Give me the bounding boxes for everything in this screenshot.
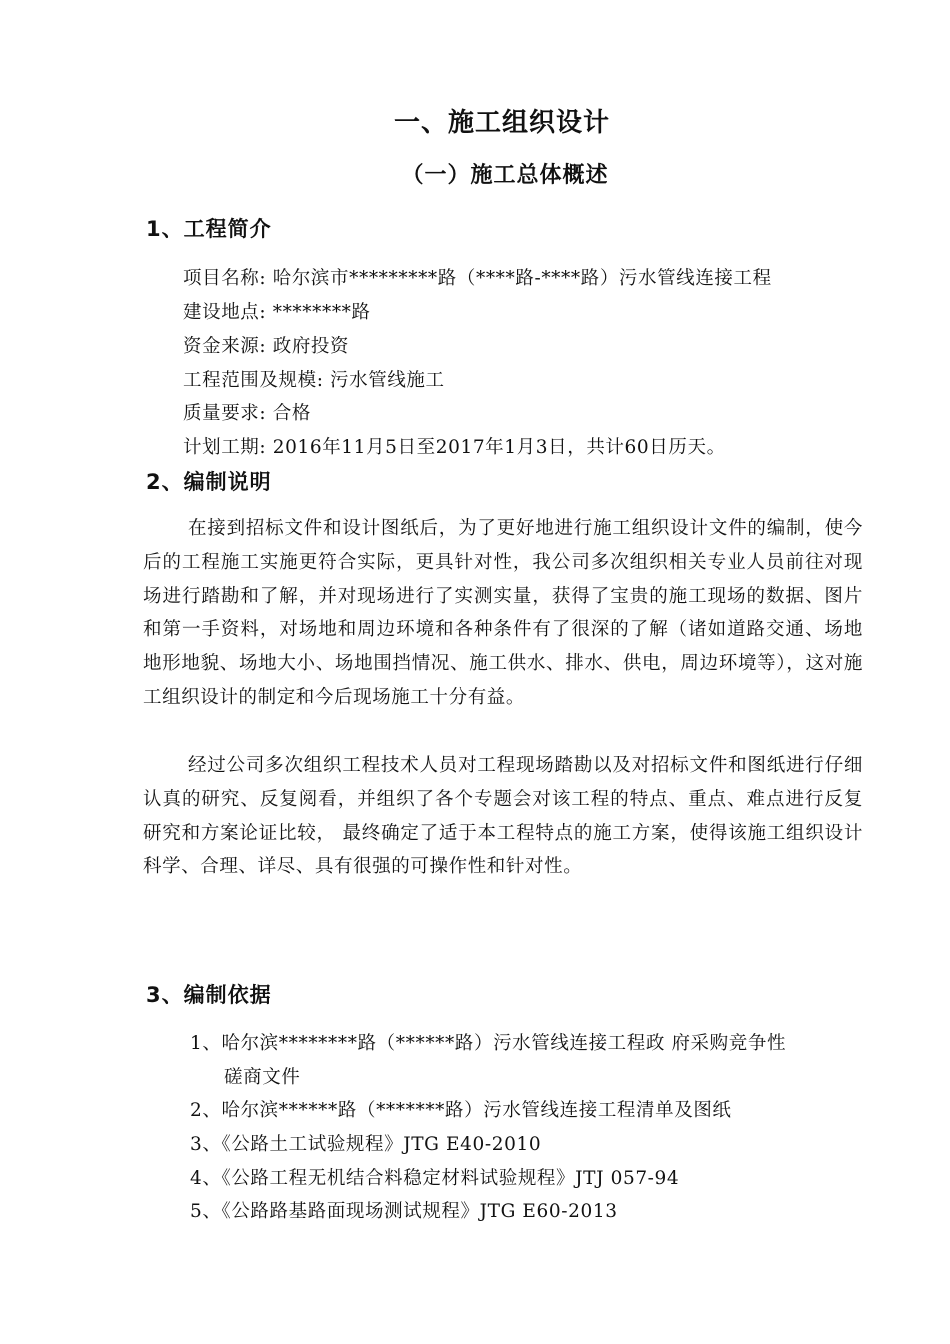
document-title: 一、施工组织设计 <box>393 108 610 138</box>
reference-item-4: 4、《公路工程无机结合料稳定材料试验规程》JTJ 057-94 <box>190 1168 680 1189</box>
section-heading-3: 3、编制依据 <box>146 983 272 1007</box>
schedule-line: 计划工期: 2016年11月5日至2017年1月3日，共计60日历天。 <box>183 437 726 458</box>
reference-item-5: 5、《公路路基路面现场测试规程》JTG E60-2013 <box>190 1201 618 1222</box>
description-paragraph-1: 在接到招标文件和设计图纸后，为了更好地进行施工组织设计文件的编制，使今后的工程施工实施更符合实际，更具针对性，我公司多次组织相关专业人员前往对现场进行踏勘和了解，并对现场进行了实测实量，获得了宝贵的施工现场的数据、图片和第一手资料，对场地和周边环境和各种条件有了很深的了解（诸如道路交通、场地地形地貌、场地大小、场地围挡情况、施工供水、排水、供电，周边环境等），这对施工组织设计的制定和今后现场施工十分有益。 <box>143 518 863 708</box>
scope-line: 工程范围及规模: 污水管线施工 <box>183 370 445 391</box>
project-name-line: 项目名称: 哈尔滨市*********路（****路-****路）污水管线连接工程 <box>183 268 772 289</box>
reference-item-3: 3、《公路土工试验规程》JTG E40-2010 <box>190 1134 542 1155</box>
document-subtitle: （一）施工总体概述 <box>401 163 609 188</box>
reference-item-2: 2、哈尔滨******路（*******路）污水管线连接工程清单及图纸 <box>190 1100 732 1121</box>
description-paragraph-2: 经过公司多次组织工程技术人员对工程现场踏勘以及对招标文件和图纸进行仔细认真的研究、反复阅看，并组织了各个专题会对该工程的特点、重点、难点进行反复研究和方案论证比较， 最终确定了适于本工程特点的施工方案，使得该施工组织设计科学、合理、详尽、具有很强的可操作性和针对性。 <box>143 755 863 878</box>
reference-item-1-continued: 磋商文件 <box>224 1067 301 1088</box>
section-heading-1: 1、工程简介 <box>146 217 272 241</box>
section-heading-2: 2、编制说明 <box>146 470 272 494</box>
quality-line: 质量要求: 合格 <box>183 403 311 424</box>
reference-item-1: 1、哈尔滨********路（******路）污水管线连接工程政 府采购竞争性 <box>190 1033 787 1054</box>
location-line: 建设地点: ********路 <box>183 302 371 323</box>
funding-line: 资金来源: 政府投资 <box>183 336 350 357</box>
